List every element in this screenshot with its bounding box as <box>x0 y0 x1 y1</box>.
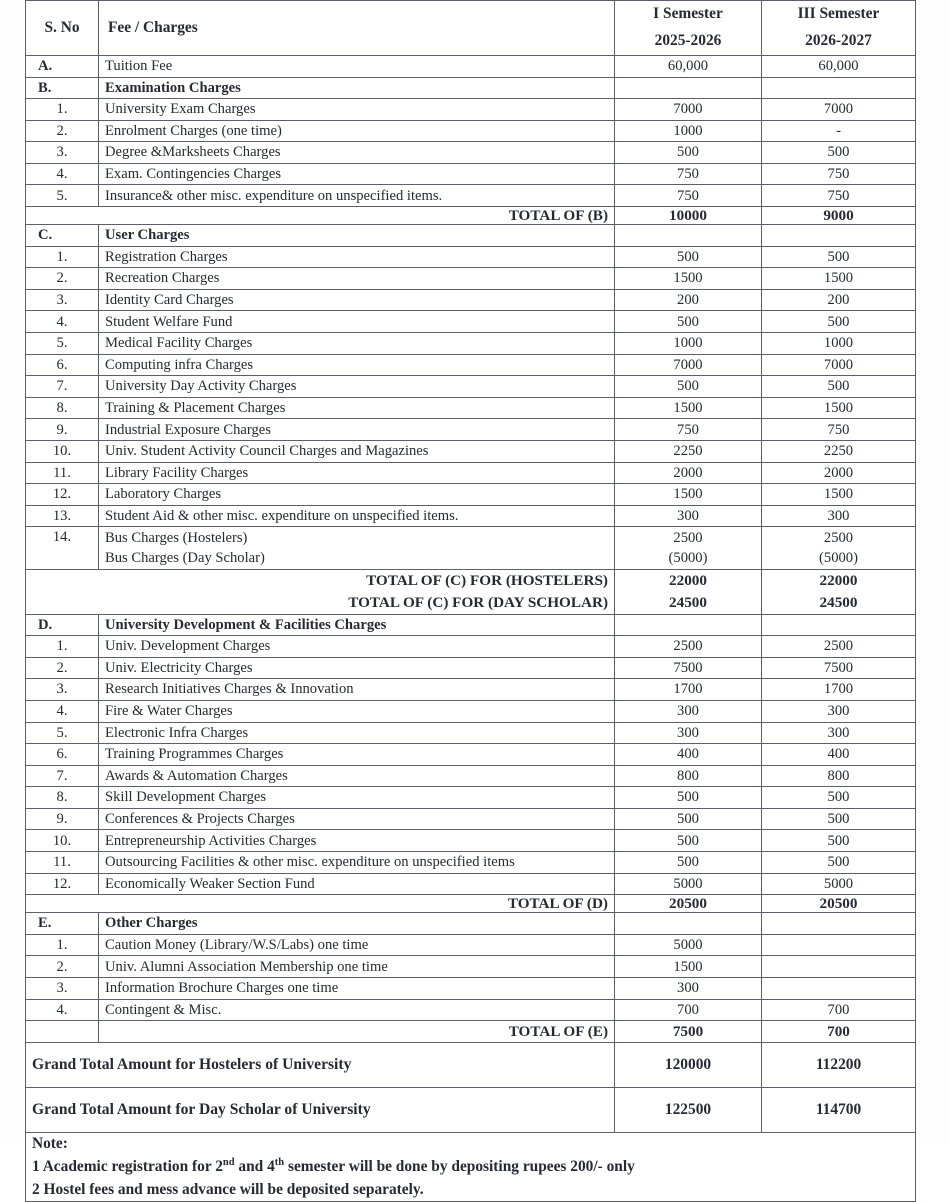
total-b-label: TOTAL OF (B) <box>26 207 615 225</box>
table-row <box>26 505 916 527</box>
table-row <box>26 462 916 484</box>
table-row <box>26 956 916 978</box>
table-row <box>26 55 916 77</box>
row-amount-sem3: 1500 <box>762 397 916 419</box>
note-line-1 <box>32 1155 909 1178</box>
table-row <box>26 657 916 679</box>
row-amount-sem3: 500 <box>762 311 916 333</box>
row-amount-sem3: 2500 <box>762 636 916 658</box>
row-description: Student Welfare Fund <box>99 311 615 333</box>
table-row <box>26 978 916 1000</box>
table-row <box>26 636 916 658</box>
row-amount-sem1: 800 <box>615 765 762 787</box>
table-row <box>26 722 916 744</box>
table-row <box>26 787 916 809</box>
row-description: University Development & Facilities Charges <box>99 614 615 636</box>
row-amount-sem3 <box>762 614 916 636</box>
row-description: Economically Weaker Section Fund <box>99 873 615 895</box>
row-sno: 3. <box>26 978 99 1000</box>
row-amount-sem1: 500 <box>615 852 762 874</box>
row-amount-sem3 <box>762 225 916 247</box>
row-description: User Charges <box>99 225 615 247</box>
bus-sem3-hostelers: 2500 <box>823 529 854 546</box>
bus-sem3-dayscholar: (5000) <box>819 550 858 567</box>
row-amount-sem1: 1000 <box>615 120 762 142</box>
row-amount-sem3: 1000 <box>762 333 916 355</box>
total-c-hostelers-label: TOTAL OF (C) FOR (HOSTELERS) <box>366 572 608 590</box>
table-row <box>26 700 916 722</box>
row-sno: 1. <box>26 934 99 956</box>
row-amount-sem1: 700 <box>615 999 762 1021</box>
row-amount-sem1: 1700 <box>615 679 762 701</box>
row-sno: 4. <box>26 163 99 185</box>
row-sno: 6. <box>26 354 99 376</box>
total-c-dayscholar-label: TOTAL OF (C) FOR (DAY SCHOLAR) <box>348 593 608 611</box>
row-amount-sem3: 200 <box>762 289 916 311</box>
table-body <box>26 55 916 1201</box>
row-amount-sem1: 500 <box>615 142 762 164</box>
row-description: Skill Development Charges <box>99 787 615 809</box>
row-amount-sem1: 300 <box>615 505 762 527</box>
row-description: Industrial Exposure Charges <box>99 419 615 441</box>
table-row-section <box>26 913 916 935</box>
row-description: Univ. Student Activity Council Charges and Magazines <box>99 441 615 463</box>
total-c-sem1-hostelers: 22000 <box>669 572 707 590</box>
row-amount-sem3: 700 <box>762 999 916 1021</box>
table-row <box>26 333 916 355</box>
row-sno: 2. <box>26 657 99 679</box>
row-amount-sem3: 1500 <box>762 484 916 506</box>
row-sno: 14. <box>26 527 99 570</box>
column-header-semester-1 <box>615 1 762 56</box>
row-description: Recreation Charges <box>99 268 615 290</box>
row-description: Awards & Automation Charges <box>99 765 615 787</box>
row-amount-sem1: 400 <box>615 744 762 766</box>
semester-3-title: III Semester <box>797 5 880 22</box>
row-amount-sem1: 5000 <box>615 934 762 956</box>
row-amount-sem1: 500 <box>615 246 762 268</box>
row-amount-sem1: 7000 <box>615 99 762 121</box>
row-amount-sem1 <box>615 225 762 247</box>
row-sno: 7. <box>26 765 99 787</box>
row-sno: D. <box>26 614 99 636</box>
grand-total-hostelers-row <box>26 1042 916 1087</box>
total-c-sem3-hostelers: 22000 <box>819 572 858 590</box>
row-amount-sem1: 2000 <box>615 462 762 484</box>
row-sno: 10. <box>26 441 99 463</box>
table-row <box>26 397 916 419</box>
row-sno: 4. <box>26 700 99 722</box>
row-sno: 3. <box>26 142 99 164</box>
row-description: Univ. Electricity Charges <box>99 657 615 679</box>
row-description: Univ. Alumni Association Membership one time <box>99 956 615 978</box>
note-line-1-part-a: 1 Academic registration for 2 <box>32 1158 223 1176</box>
total-c-sem1 <box>615 570 762 614</box>
row-amount-sem1: 7000 <box>615 354 762 376</box>
row-amount-sem1: 1500 <box>615 268 762 290</box>
bus-charges-dayscholar-label: Bus Charges (Day Scholar) <box>105 550 265 567</box>
table-row <box>26 99 916 121</box>
row-sno: 5. <box>26 333 99 355</box>
row-amount-sem3: 1700 <box>762 679 916 701</box>
row-amount-sem3: 2000 <box>762 462 916 484</box>
total-row-b <box>26 207 916 225</box>
table-row <box>26 289 916 311</box>
row-amount-sem1 <box>615 527 762 570</box>
table-row <box>26 744 916 766</box>
grand-total-dayscholar-sem3: 114700 <box>762 1087 916 1132</box>
table-row <box>26 185 916 207</box>
row-amount-sem1: 60,000 <box>615 55 762 77</box>
total-b-sem1: 10000 <box>615 207 762 225</box>
bus-sem1-hostelers: 2500 <box>673 529 703 546</box>
row-description: Fire & Water Charges <box>99 700 615 722</box>
total-b-sem3: 9000 <box>762 207 916 225</box>
row-description <box>99 527 615 570</box>
row-sno: 2. <box>26 268 99 290</box>
note-line-2: 2 Hostel fees and mess advance will be deposited separately. <box>32 1181 424 1199</box>
row-description: Registration Charges <box>99 246 615 268</box>
row-sno: 3. <box>26 289 99 311</box>
row-sno: 6. <box>26 744 99 766</box>
table-row <box>26 679 916 701</box>
row-amount-sem3: 7000 <box>762 99 916 121</box>
table-row-section <box>26 614 916 636</box>
row-amount-sem3 <box>762 527 916 570</box>
row-amount-sem1: 300 <box>615 700 762 722</box>
row-sno: C. <box>26 225 99 247</box>
row-amount-sem1: 1500 <box>615 956 762 978</box>
row-description: Information Brochure Charges one time <box>99 978 615 1000</box>
row-amount-sem3: 500 <box>762 142 916 164</box>
row-description: Training & Placement Charges <box>99 397 615 419</box>
table-row-section <box>26 225 916 247</box>
table-row <box>26 311 916 333</box>
row-amount-sem3: 60,000 <box>762 55 916 77</box>
row-sno: 10. <box>26 830 99 852</box>
total-row-d <box>26 895 916 913</box>
row-amount-sem1: 7500 <box>615 657 762 679</box>
table-row <box>26 830 916 852</box>
row-description: Conferences & Projects Charges <box>99 808 615 830</box>
row-amount-sem3 <box>762 77 916 99</box>
row-amount-sem3: 500 <box>762 830 916 852</box>
row-amount-sem3: 750 <box>762 185 916 207</box>
note-cell <box>26 1132 916 1202</box>
table-row <box>26 246 916 268</box>
row-description: Outsourcing Facilities & other misc. expenditure on unspecified items <box>99 852 615 874</box>
table-row-section <box>26 77 916 99</box>
row-amount-sem1: 5000 <box>615 873 762 895</box>
row-description: Training Programmes Charges <box>99 744 615 766</box>
row-amount-sem1: 500 <box>615 311 762 333</box>
row-amount-sem1: 750 <box>615 419 762 441</box>
grand-total-dayscholar-row <box>26 1087 916 1132</box>
row-amount-sem3: 7500 <box>762 657 916 679</box>
row-amount-sem1: 1500 <box>615 484 762 506</box>
row-sno: 1. <box>26 636 99 658</box>
fee-structure-table <box>25 0 916 1202</box>
row-sno: 7. <box>26 376 99 398</box>
total-d-sem1: 20500 <box>615 895 762 913</box>
row-amount-sem3: 300 <box>762 722 916 744</box>
semester-3-years: 2026-2027 <box>805 31 872 49</box>
row-description: Library Facility Charges <box>99 462 615 484</box>
note-row <box>26 1132 916 1202</box>
total-e-label: TOTAL OF (E) <box>99 1021 615 1043</box>
row-description: Insurance& other misc. expenditure on unspecified items. <box>99 185 615 207</box>
table-row <box>26 441 916 463</box>
row-amount-sem3: 300 <box>762 700 916 722</box>
row-amount-sem1: 300 <box>615 978 762 1000</box>
row-sno: 2. <box>26 956 99 978</box>
row-amount-sem3: 2250 <box>762 441 916 463</box>
row-sno: 8. <box>26 397 99 419</box>
total-c-sem3-dayscholar: 24500 <box>819 593 858 611</box>
row-amount-sem3 <box>762 934 916 956</box>
row-description: Computing infra Charges <box>99 354 615 376</box>
bus-sem1-dayscholar: (5000) <box>668 550 708 567</box>
grand-total-dayscholar-label: Grand Total Amount for Day Scholar of University <box>26 1087 615 1132</box>
row-sno: 4. <box>26 311 99 333</box>
table-row <box>26 268 916 290</box>
semester-1-years: 2025-2026 <box>654 31 722 49</box>
table-row <box>26 419 916 441</box>
column-header-description: Fee / Charges <box>99 1 615 56</box>
row-sno: 12. <box>26 873 99 895</box>
bus-charges-hostelers-label: Bus Charges (Hostelers) <box>105 529 248 546</box>
table-row <box>26 934 916 956</box>
row-amount-sem1: 1500 <box>615 397 762 419</box>
row-description: Exam. Contingencies Charges <box>99 163 615 185</box>
row-sno: 4. <box>26 999 99 1021</box>
row-description: Tuition Fee <box>99 55 615 77</box>
row-amount-sem1 <box>615 77 762 99</box>
table-row <box>26 484 916 506</box>
row-sno: 2. <box>26 120 99 142</box>
table-row <box>26 142 916 164</box>
row-amount-sem3 <box>762 956 916 978</box>
total-d-label: TOTAL OF (D) <box>26 895 615 913</box>
table-row <box>26 873 916 895</box>
row-sno: 9. <box>26 419 99 441</box>
row-amount-sem1: 500 <box>615 808 762 830</box>
row-sno: E. <box>26 913 99 935</box>
row-amount-sem3: 500 <box>762 246 916 268</box>
total-c-sem3 <box>762 570 916 614</box>
grand-total-hostelers-sem1: 120000 <box>615 1042 762 1087</box>
column-header-semester-3 <box>762 1 916 56</box>
row-amount-sem1: 2250 <box>615 441 762 463</box>
row-sno: 8. <box>26 787 99 809</box>
row-amount-sem1: 500 <box>615 830 762 852</box>
row-description: Medical Facility Charges <box>99 333 615 355</box>
row-sno: 9. <box>26 808 99 830</box>
row-amount-sem3: 1500 <box>762 268 916 290</box>
note-line-1-part-b: and 4 <box>234 1158 275 1176</box>
table-header <box>26 1 916 56</box>
row-sno: A. <box>26 55 99 77</box>
header-row <box>26 1 916 56</box>
row-description: Other Charges <box>99 913 615 935</box>
table-row <box>26 354 916 376</box>
total-e-sno-spacer <box>26 1021 99 1043</box>
row-description: Contingent & Misc. <box>99 999 615 1021</box>
row-amount-sem1: 750 <box>615 185 762 207</box>
row-amount-sem1: 1000 <box>615 333 762 355</box>
row-amount-sem1 <box>615 913 762 935</box>
row-amount-sem3: 300 <box>762 505 916 527</box>
total-row-e <box>26 1021 916 1043</box>
row-description: Electronic Infra Charges <box>99 722 615 744</box>
row-sno: 11. <box>26 462 99 484</box>
row-description: University Day Activity Charges <box>99 376 615 398</box>
row-description: Degree &Marksheets Charges <box>99 142 615 164</box>
table-row <box>26 376 916 398</box>
row-amount-sem1 <box>615 614 762 636</box>
row-amount-sem3: 400 <box>762 744 916 766</box>
note-ordinal-4th: th <box>274 1157 285 1169</box>
row-sno: 1. <box>26 99 99 121</box>
semester-1-title: I Semester <box>653 5 723 22</box>
row-amount-sem1: 500 <box>615 376 762 398</box>
table-row <box>26 999 916 1021</box>
row-amount-sem3: 750 <box>762 419 916 441</box>
row-description: Entrepreneurship Activities Charges <box>99 830 615 852</box>
total-d-sem3: 20500 <box>762 895 916 913</box>
row-amount-sem1: 750 <box>615 163 762 185</box>
row-sno: 5. <box>26 722 99 744</box>
row-amount-sem1: 200 <box>615 289 762 311</box>
row-sno: 1. <box>26 246 99 268</box>
row-amount-sem1: 2500 <box>615 636 762 658</box>
total-c-sem1-dayscholar: 24500 <box>669 593 707 611</box>
row-amount-sem3: 500 <box>762 808 916 830</box>
row-amount-sem3: - <box>762 120 916 142</box>
total-e-sem1: 7500 <box>615 1021 762 1043</box>
row-sno: B. <box>26 77 99 99</box>
table-row <box>26 765 916 787</box>
note-ordinal-2nd: nd <box>222 1157 235 1169</box>
row-sno: 11. <box>26 852 99 874</box>
row-sno: 12. <box>26 484 99 506</box>
row-amount-sem3 <box>762 913 916 935</box>
total-e-sem3: 700 <box>762 1021 916 1043</box>
row-description: University Exam Charges <box>99 99 615 121</box>
total-row-c <box>26 570 916 614</box>
grand-total-dayscholar-sem1: 122500 <box>615 1087 762 1132</box>
row-amount-sem3: 7000 <box>762 354 916 376</box>
table-row <box>26 852 916 874</box>
row-description: Enrolment Charges (one time) <box>99 120 615 142</box>
table-row <box>26 120 916 142</box>
row-amount-sem3: 800 <box>762 765 916 787</box>
column-header-sno: S. No <box>26 1 99 56</box>
row-description: Identity Card Charges <box>99 289 615 311</box>
row-amount-sem3: 5000 <box>762 873 916 895</box>
row-description: Univ. Development Charges <box>99 636 615 658</box>
note-title: Note: <box>32 1134 68 1152</box>
total-c-labels <box>26 570 615 614</box>
row-description: Caution Money (Library/W.S/Labs) one time <box>99 934 615 956</box>
table-row <box>26 163 916 185</box>
grand-total-hostelers-sem3: 112200 <box>762 1042 916 1087</box>
grand-total-hostelers-label: Grand Total Amount for Hostelers of University <box>26 1042 615 1087</box>
row-description: Examination Charges <box>99 77 615 99</box>
row-amount-sem1: 300 <box>615 722 762 744</box>
row-sno: 13. <box>26 505 99 527</box>
row-amount-sem1: 500 <box>615 787 762 809</box>
row-amount-sem3: 750 <box>762 163 916 185</box>
row-sno: 3. <box>26 679 99 701</box>
row-description: Student Aid & other misc. expenditure on unspecified items. <box>99 505 615 527</box>
row-description: Laboratory Charges <box>99 484 615 506</box>
row-amount-sem3: 500 <box>762 376 916 398</box>
row-amount-sem3: 500 <box>762 852 916 874</box>
row-amount-sem3: 500 <box>762 787 916 809</box>
table-row-bus-charges <box>26 527 916 570</box>
row-amount-sem3 <box>762 978 916 1000</box>
table-row <box>26 808 916 830</box>
row-description: Research Initiatives Charges & Innovation <box>99 679 615 701</box>
row-sno: 5. <box>26 185 99 207</box>
note-line-1-part-c: semester will be done by depositing rupees 200/- only <box>284 1158 635 1176</box>
